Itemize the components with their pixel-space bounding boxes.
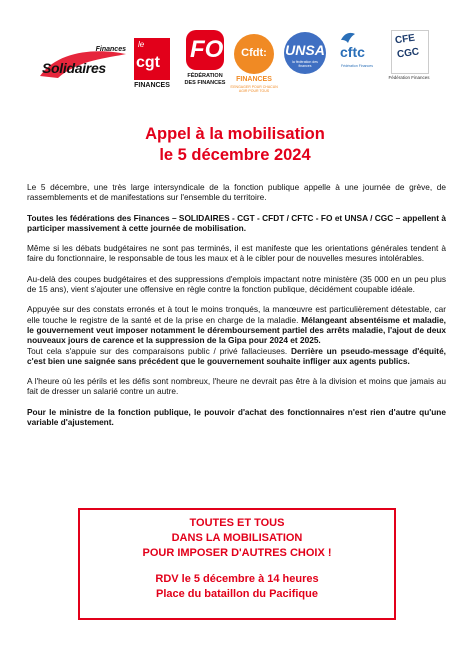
call-to-action-box bbox=[78, 508, 396, 620]
body-text bbox=[27, 182, 446, 437]
cfdt-logo bbox=[230, 34, 278, 100]
cta-line2: DANS LA MOBILISATION bbox=[171, 532, 303, 544]
federations-bold: Toutes les fédérations des Finances – SOLIDAIRES - CGT - CFDT / CFTC - FO et UNSA / CGC – appellent à participer massivement à cette journée de mobilisation. bbox=[27, 212, 446, 233]
cftc-sub: Fédération Finances bbox=[341, 64, 373, 68]
sickness-text: Appuyée sur des constats erronés et à tout le moins tronqués, la manœuvre est particulièrement détestable, car elle touche le registre de la santé et de la prise en charge de la maladie. bbox=[27, 304, 446, 325]
comparison-text: Tout cela s'appuie sur des comparaisons public / privé fallacieuses. bbox=[27, 345, 291, 356]
cgt-logo bbox=[134, 38, 170, 94]
page-title bbox=[0, 124, 470, 166]
cftc-name: cftc bbox=[340, 44, 365, 60]
paragraph-sickness bbox=[27, 304, 446, 345]
rdv-place: Place du bataillon du Pacifique bbox=[156, 588, 318, 600]
cfecgc-line2: CGC bbox=[396, 46, 420, 61]
cfdt-name: Cfdt: bbox=[241, 47, 267, 59]
solidaires-tag: Finances bbox=[95, 46, 126, 53]
paragraph-minister bbox=[27, 407, 446, 428]
rdv-time: RDV le 5 décembre à 14 heures bbox=[155, 573, 319, 585]
fo-sub bbox=[182, 73, 228, 87]
paragraph-federations bbox=[27, 213, 446, 234]
paragraph-intro: Le 5 décembre, une très large intersyndicale de la fonction publique appelle à une journée de grève, de rassemblements et de manifestations sur l'ensemble du territoire. bbox=[27, 182, 446, 203]
cfdt-sub2: S'ENGAGER POUR CHACUN AGIR POUR TOUS bbox=[230, 85, 278, 93]
cftc-logo bbox=[336, 30, 378, 98]
cta-line1: TOUTES ET TOUS bbox=[189, 517, 285, 529]
paragraph-budget: Même si les débats budgétaires ne sont pas terminés, il est manifeste que les orientations générales tendent à faire du fonctionnaire, le responsable de tous les maux et à le cibler pour de nouvelles mesures intolérables. bbox=[27, 243, 446, 264]
paragraph-perils: A l'heure où les périls et les défis sont nombreux, l'heure ne devrait pas être à la division et moins que jamais au fait de dresser un salarié contre un autre. bbox=[27, 376, 446, 397]
fo-sub-line2: DES FINANCES bbox=[184, 80, 226, 86]
cgt-name: cgt bbox=[136, 54, 160, 71]
paragraph-cuts: Au-delà des coupes budgétaires et des suppressions d'emplois impactant notre ministère (35 000 en un peu plus de 15 ans), vient s'ajouter une offensive en règle contre la fonction publique, décidément coupable idéale. bbox=[27, 273, 446, 295]
solidaires-word: Solidaires bbox=[42, 60, 106, 76]
cfecgc-sub: Fédération Finances bbox=[388, 75, 430, 80]
unsa-name: UNSA bbox=[285, 42, 325, 58]
paragraph-comparison bbox=[27, 346, 446, 367]
sickness-bold: Mélangeant absentéisme et maladie, le gouvernement veut imposer notamment le déremboursement partiel des arrêts maladie, l'ajout de deux nouveaux jours de carence et la suppression de la Gipa pour 2024 et 2025. bbox=[27, 314, 446, 346]
union-logos-bar bbox=[38, 28, 433, 100]
dove-icon bbox=[340, 30, 356, 44]
unsa-sub: la fédération des finances bbox=[292, 60, 318, 68]
cta-line3: POUR IMPOSER D'AUTRES CHOIX ! bbox=[142, 547, 332, 559]
cgt-le: le bbox=[138, 40, 145, 49]
cfecgc-logo bbox=[387, 30, 431, 94]
cfdt-sub: FINANCES bbox=[236, 76, 272, 83]
minister-bold: Pour le ministre de la fonction publique, le pouvoir d'achat des fonctionnaires n'est rien d'autre qu'une variable d'ajustement. bbox=[27, 406, 446, 428]
comparison-bold: Derrière un pseudo-message d'équité, c'est bien une saignée sans précédent que le gouvernement souhaite infliger aux agents publics. bbox=[27, 345, 446, 366]
cfecgc-line1: CFE bbox=[394, 32, 416, 47]
unsa-logo bbox=[284, 32, 328, 76]
solidaires-logo bbox=[38, 46, 128, 80]
fo-name: FO bbox=[190, 36, 224, 63]
title-line2: le 5 décembre 2024 bbox=[159, 146, 311, 164]
title-line1: Appel à la mobilisation bbox=[145, 125, 325, 143]
cgt-sub: FINANCES bbox=[134, 82, 170, 89]
fo-sub-line1: FÉDÉRATION bbox=[187, 73, 223, 79]
fo-logo bbox=[182, 30, 228, 96]
